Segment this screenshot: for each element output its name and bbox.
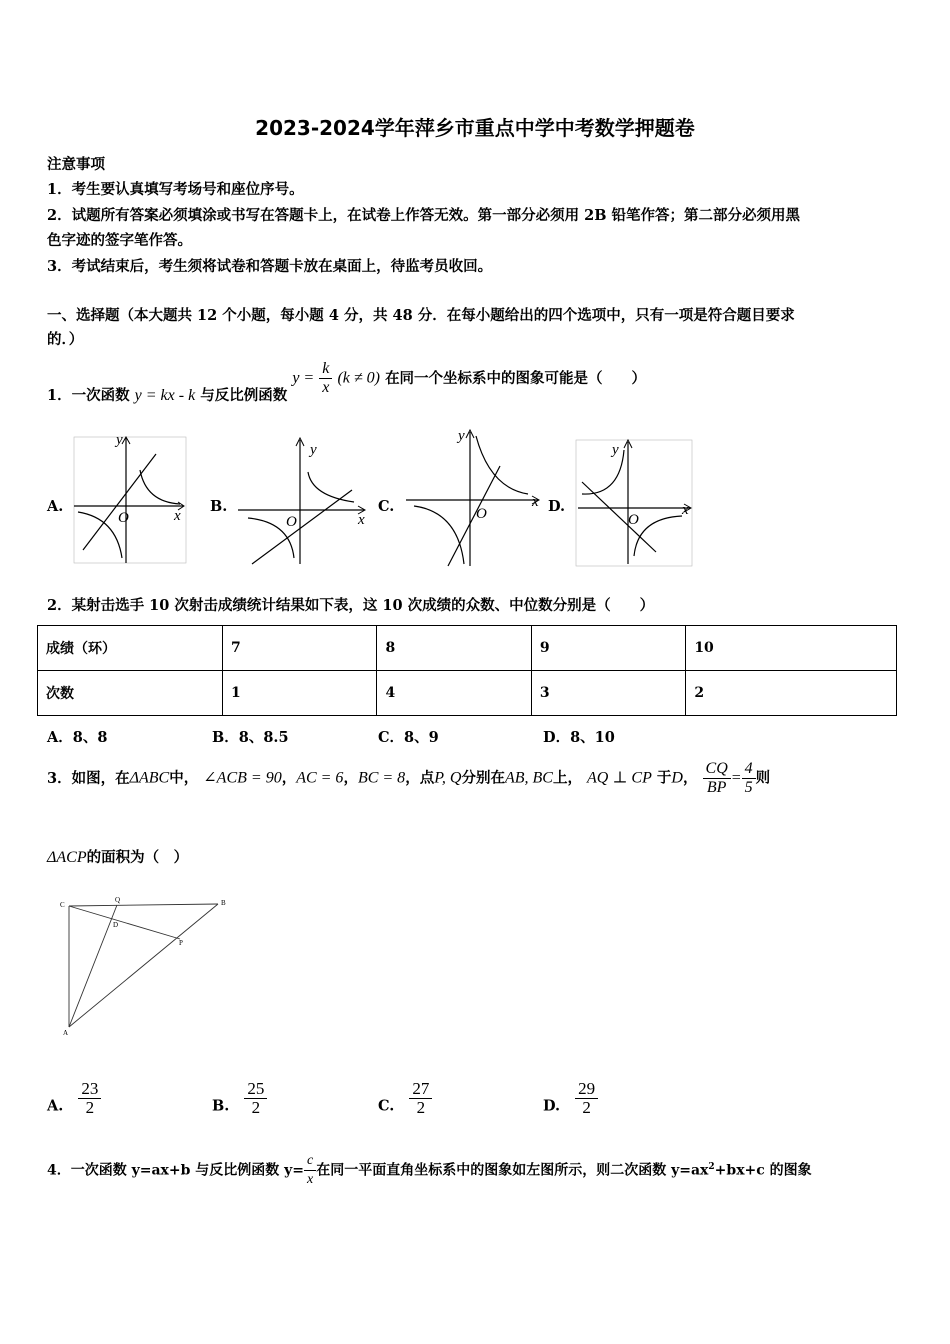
inverse-fraction: $\frac{k}{x}$ <box>319 360 332 397</box>
table-cell: 8 <box>377 626 531 671</box>
section-heading-cont: 的．） <box>47 331 84 348</box>
svg-text:O: O <box>286 514 297 530</box>
svg-text:Q: Q <box>115 896 121 904</box>
svg-text:D: D <box>113 921 119 929</box>
question-3-cont: ΔACP的面积为（ ） <box>47 849 189 866</box>
svg-text:O: O <box>476 506 487 522</box>
option-b: B．8、8.5 <box>212 729 289 746</box>
question-3: 3．如图，在ΔABC中， ∠ACB = 90，AC = 6，BC = 8，点P, Q分别在AB, BC上， AQ ⊥ CP 于D， $\frac{CQ}{BP}$ = $\frac{4}{5}$ 则 <box>47 760 771 796</box>
triangle-figure <box>55 893 235 1039</box>
table-cell: 3 <box>531 671 685 716</box>
svg-text:O: O <box>628 512 639 528</box>
table-cell: 次数 <box>38 671 223 716</box>
option-a: A. $\frac{23}{2}$ <box>47 1088 101 1125</box>
table-row <box>38 626 897 671</box>
svg-text:x: x <box>174 508 181 524</box>
graph-option-a <box>68 432 192 566</box>
svg-text:B: B <box>221 899 226 907</box>
ratio-value: $\frac{4}{5}$ <box>742 760 756 797</box>
question-4: 4．一次函数 y=ax+b 与反比例函数 y= $\frac{c}{x}$ 在同一平面直角坐标系中的图象如左图所示，则二次函数 $y=ax^2+bx+c$ 的图象 <box>47 1153 812 1187</box>
notice-item: 色字迹的签字笔作答。 <box>47 232 192 249</box>
option-d: D．8、10 <box>543 729 615 746</box>
svg-text:y: y <box>116 432 123 448</box>
svg-text:x: x <box>532 494 539 510</box>
table-cell: 9 <box>531 626 685 671</box>
svg-text:P: P <box>179 939 183 947</box>
question-1: 1．一次函数 y = kx - k 与反比例函数 y = $\frac{k}{x}$ (k ≠ 0) 在同一个坐标系中的图象可能是（ ） <box>47 360 647 404</box>
notice-heading: 注意事项 <box>47 156 105 173</box>
svg-text:y: y <box>612 442 619 458</box>
table-cell: 10 <box>686 626 897 671</box>
option-b: B. $\frac{25}{2}$ <box>212 1088 267 1125</box>
linear-function: y = kx - k <box>134 386 196 404</box>
score-table <box>37 625 897 716</box>
table-cell: 成绩（环） <box>38 626 223 671</box>
section-heading: 一、选择题（本大题共 12 个小题，每小题 4 分，共 48 分．在每小题给出的四个选项中，只有一项是符合题目要求 <box>47 307 795 324</box>
notice-item: 3．考试结束后，考生须将试卷和答题卡放在桌面上，待监考员收回。 <box>47 258 493 275</box>
table-cell: 2 <box>686 671 897 716</box>
svg-text:x: x <box>682 502 689 518</box>
svg-text:y: y <box>458 428 465 444</box>
page-title: 2023-2024学年萍乡市重点中学中考数学押题卷 <box>255 116 695 140</box>
graph-option-b <box>232 432 374 566</box>
table-cell: 4 <box>377 671 531 716</box>
option-c: C．8、9 <box>378 729 439 746</box>
option-label: D. <box>548 498 566 515</box>
notice-item: 2．试题所有答案必须填涂或书写在答题卡上，在试卷上作答无效。第一部分必须用 2B 铅笔作答；第二部分必须用黑 <box>47 207 801 224</box>
option-label: A. <box>47 498 64 515</box>
option-label: B. <box>210 498 228 515</box>
graph-option-c <box>400 426 546 568</box>
table-row <box>38 671 897 716</box>
svg-text:y: y <box>310 442 317 458</box>
ratio-fraction: $\frac{CQ}{BP}$ <box>703 760 731 797</box>
svg-text:A: A <box>63 1029 69 1037</box>
svg-text:x: x <box>358 512 365 528</box>
table-cell: 7 <box>223 626 377 671</box>
option-a: A．8、8 <box>47 729 108 746</box>
svg-text:O: O <box>118 510 129 526</box>
graph-option-d <box>572 436 698 568</box>
question-2: 2．某射击选手 10 次射击成绩统计结果如下表，这 10 次成绩的众数、中位数分别是（ ） <box>47 597 655 614</box>
option-c: C. $\frac{27}{2}$ <box>378 1088 432 1125</box>
option-d: D. $\frac{29}{2}$ <box>543 1088 598 1125</box>
table-cell: 1 <box>223 671 377 716</box>
option-label: C. <box>378 498 395 515</box>
notice-item: 1．考生要认真填写考场号和座位序号。 <box>47 181 304 198</box>
svg-text:C: C <box>60 901 65 909</box>
